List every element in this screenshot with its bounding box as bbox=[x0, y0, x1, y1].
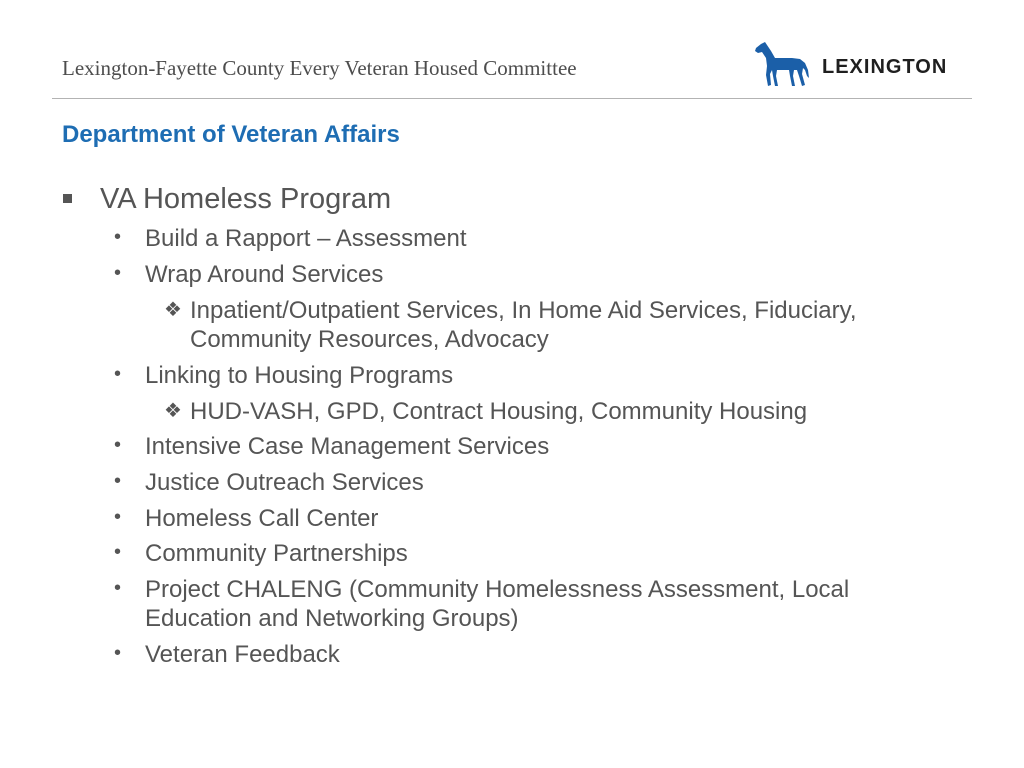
list-item: Intensive Case Management Services bbox=[145, 433, 550, 460]
list-item: Project CHALENG (Community Homelessness Assessment, Local bbox=[145, 576, 850, 603]
dot-bullet-icon: • bbox=[114, 506, 122, 528]
list-item: Build a Rapport – Assessment bbox=[145, 225, 467, 252]
dot-bullet-icon: • bbox=[114, 541, 122, 563]
sub-list-item: Inpatient/Outpatient Services, In Home Aid Services, Fiduciary, bbox=[190, 297, 857, 324]
dot-bullet-icon: • bbox=[114, 434, 122, 456]
header-divider bbox=[52, 98, 972, 99]
dot-bullet-icon: • bbox=[114, 577, 122, 599]
slide-title: Department of Veteran Affairs bbox=[62, 121, 400, 148]
list-item: Justice Outreach Services bbox=[145, 469, 424, 496]
list-item-continued: Education and Networking Groups) bbox=[145, 605, 519, 632]
logo-text: LEXINGTON bbox=[822, 56, 948, 78]
lexington-logo bbox=[752, 40, 967, 90]
dot-bullet-icon: • bbox=[114, 363, 122, 385]
dot-bullet-icon: • bbox=[114, 226, 122, 248]
list-item: Homeless Call Center bbox=[145, 505, 379, 532]
header-title: Lexington-Fayette County Every Veteran Housed Committee bbox=[62, 56, 577, 80]
list-item: Wrap Around Services bbox=[145, 261, 384, 288]
main-bullet: VA Homeless Program bbox=[100, 183, 392, 215]
horse-icon bbox=[752, 40, 814, 90]
sub-list-item: HUD-VASH, GPD, Contract Housing, Community Housing bbox=[190, 398, 808, 425]
dot-bullet-icon: • bbox=[114, 262, 122, 284]
sub-list-item-continued: Community Resources, Advocacy bbox=[190, 326, 549, 353]
list-item: Community Partnerships bbox=[145, 540, 408, 567]
square-bullet-icon bbox=[63, 194, 72, 203]
list-item: Veteran Feedback bbox=[145, 641, 340, 668]
diamond-bullet-icon: ❖ bbox=[164, 400, 182, 422]
diamond-bullet-icon: ❖ bbox=[164, 299, 182, 321]
dot-bullet-icon: • bbox=[114, 642, 122, 664]
list-item: Linking to Housing Programs bbox=[145, 362, 454, 389]
dot-bullet-icon: • bbox=[114, 470, 122, 492]
